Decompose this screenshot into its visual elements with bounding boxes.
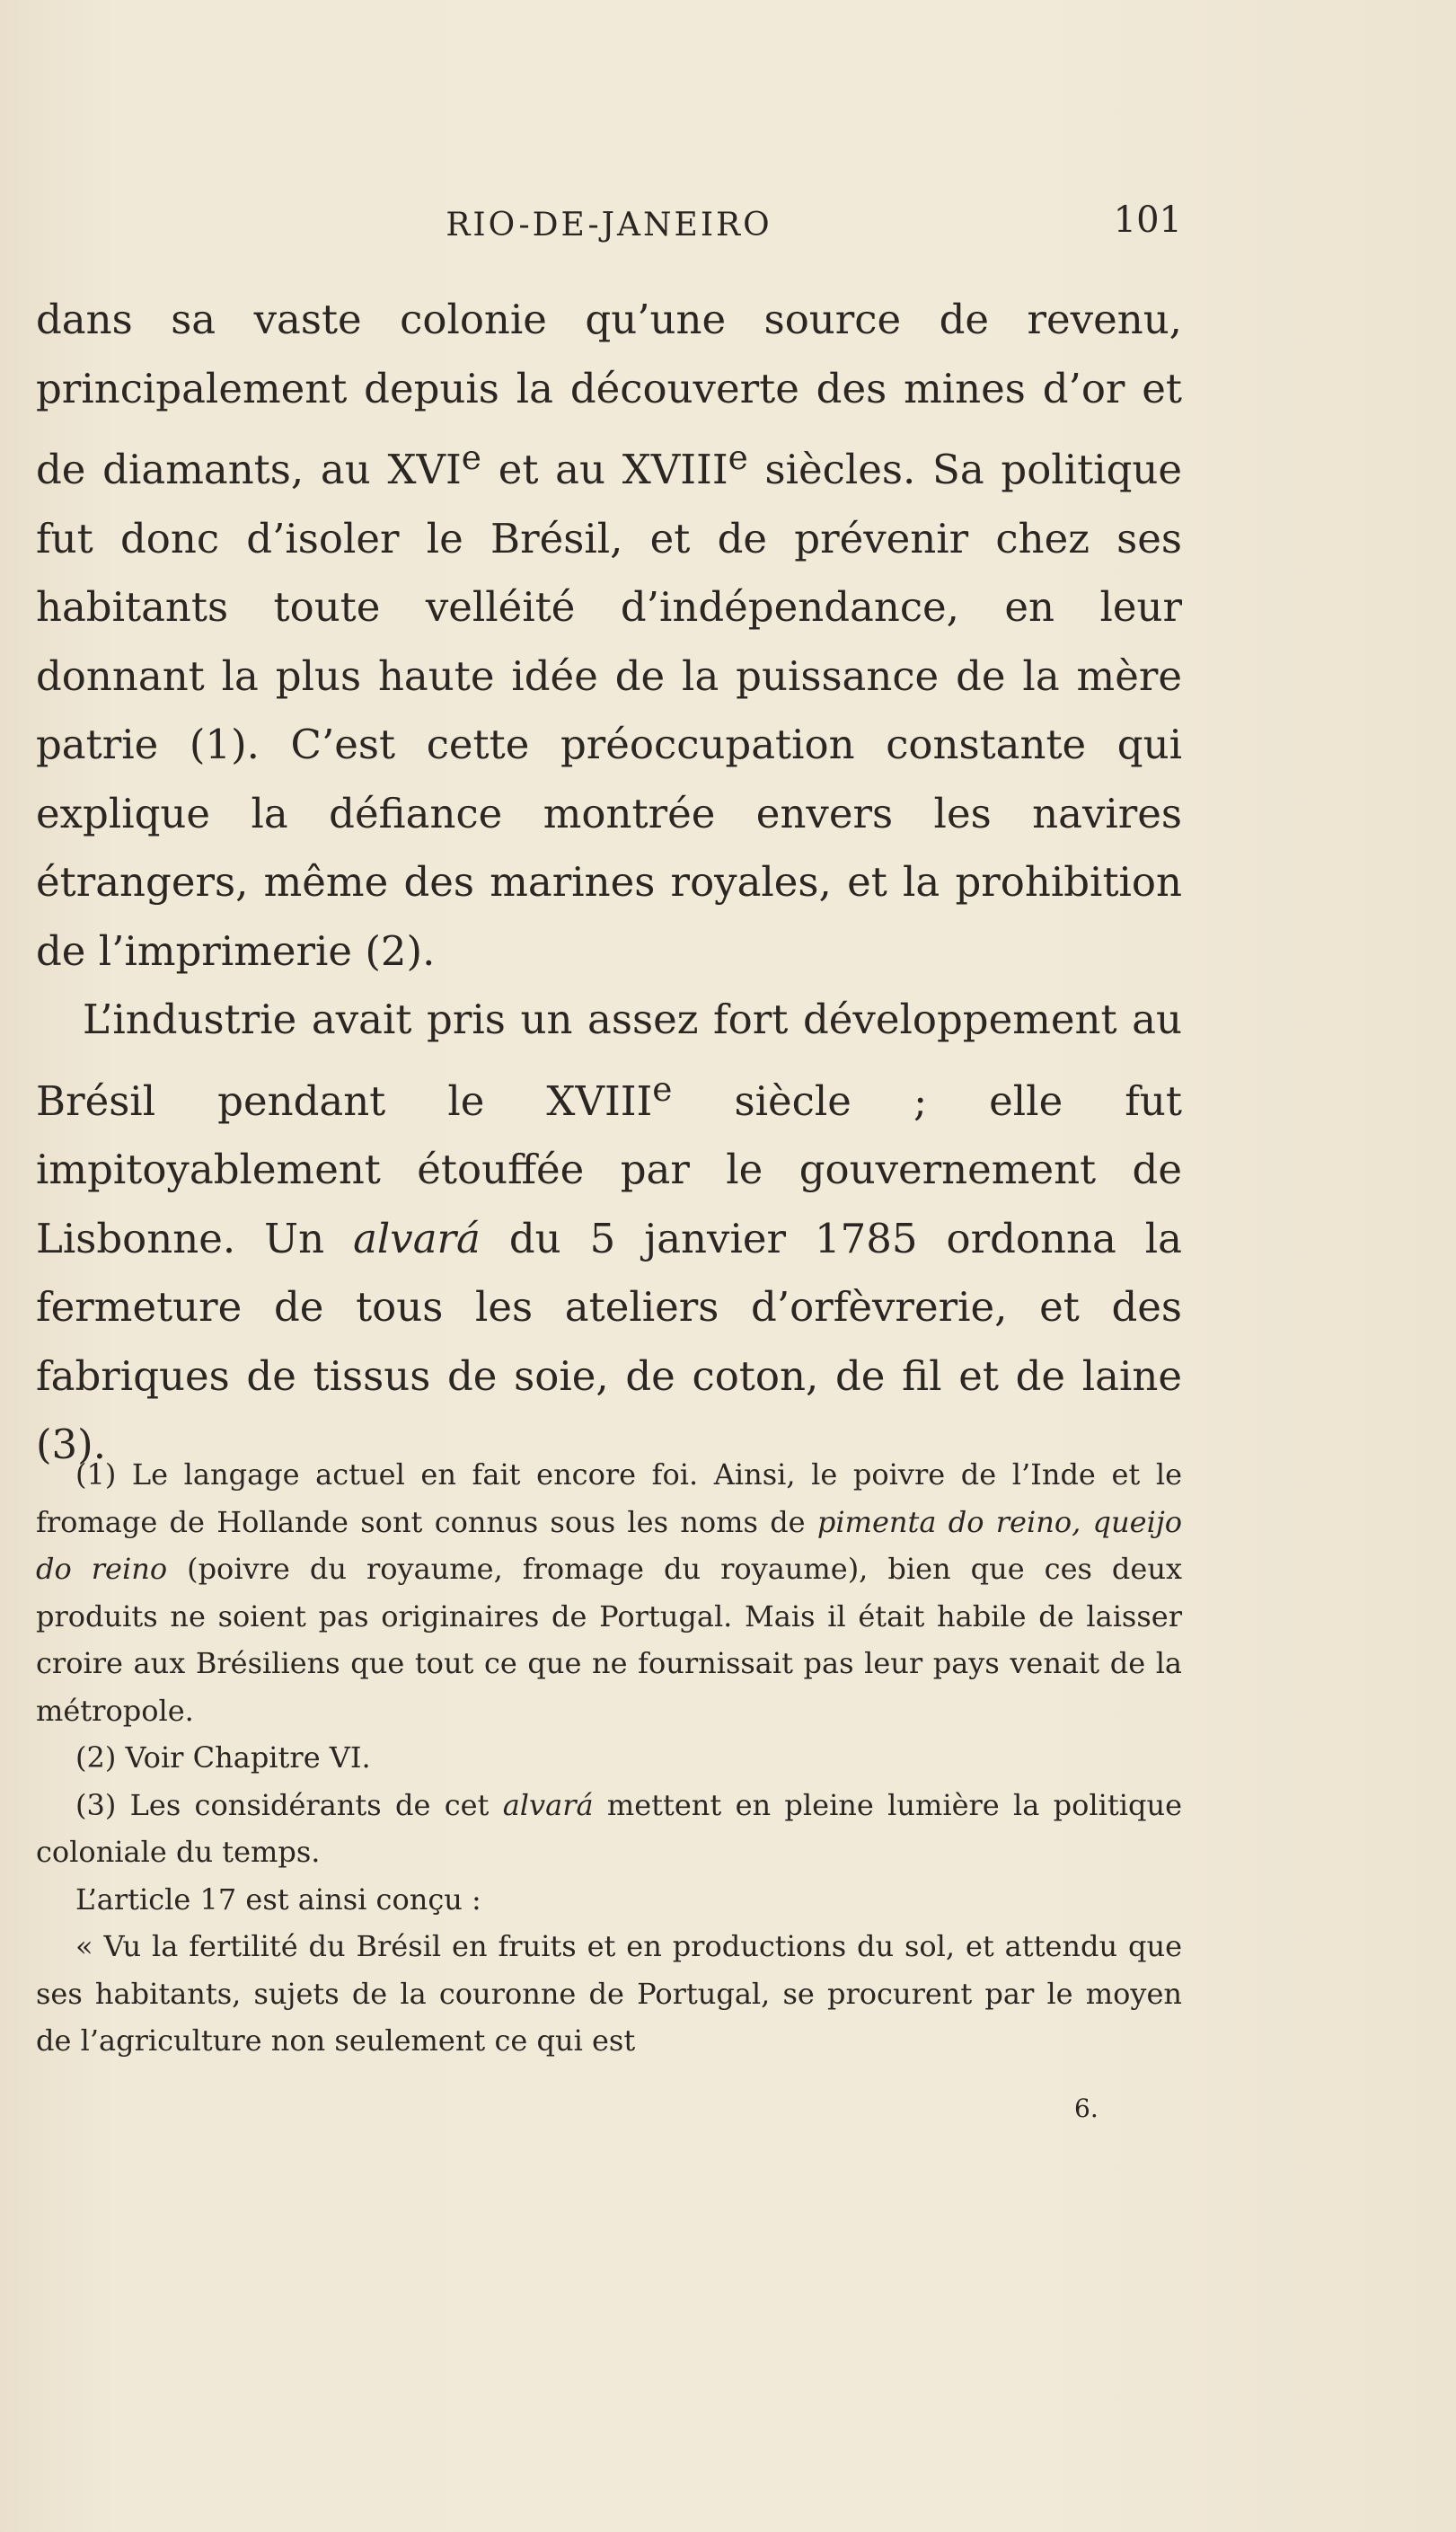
p2-sup-1: e [652,1068,673,1109]
p1-text-3: siècles. Sa politique fut donc d’isoler le Brésil, et de prévenir chez ses habitants toute velléité d’indépendance, en leur donnant la plus haute idée de la puissance de la mère patrie (1). C’est cette préoccupation constante qui explique la défiance montrée envers les navires étrangers, même des marines royales, et la prohibition de l’imprimerie (2). [36,446,1182,975]
footnotes [36,1451,1182,2065]
footnote-2: (2) Voir Chapitre VI. [75,1740,371,1775]
paragraph-1 [36,286,1182,986]
p1-sup-2: e [728,438,748,477]
fn1-text-1: (1) Le langage actuel en fait encore foi. Ainsi, le poivre de l’Inde et le fromage de Hollande sont connus sous les noms de [36,1457,1182,1539]
signature-mark: 6. [1074,2094,1099,2123]
p2-text-3: du 5 janvier 1785 ordonna la fermeture de tous les ateliers d’orfèvrerie, et des fabriques de tissus de soie, de coton, de fil et de laine (3). [36,1214,1182,1468]
footnote-3 [36,1782,1182,1876]
p2-text-2: siècle ; elle fut impitoyablement étouffée par le gouvernement de Lisbonne. Un [36,1076,1182,1262]
p1-sup-1: e [461,438,481,477]
main-text [36,286,1182,1480]
fn1-text-2: (poivre du royaume, fromage du royaume), bien que ces deux produits ne soient pas originaires de Portugal. Mais il était habile de laisser croire aux Brésiliens que tout ce que ne fournissait pas leur pays venait de la métropole. [36,1552,1183,1728]
p1-text-2: et au XVIII [481,446,728,493]
footnote-3-article: L’article 17 est ainsi conçu : [75,1881,481,1917]
paragraph-2 [36,986,1182,1480]
p2-italic-alvara: alvará [353,1214,481,1262]
page-header [36,199,1182,253]
running-title: RIO-DE-JANEIRO [446,207,772,243]
footnote-1 [36,1451,1182,1734]
p2-text-1: L’industrie avait pris un assez fort développement au Brésil pendant le XVIII [36,996,1182,1125]
fn3-italic: alvará [502,1787,594,1822]
p1-text-1: dans sa vaste colonie qu’une source de revenu, principalement depuis la découverte des mines d’or et de diamants, au XVI [36,296,1182,493]
page-number: 101 [1113,199,1182,241]
footnote-3-quote: « Vu la fertilité du Brésil en fruits et en productions du sol, et attendu que ses habitants, sujets de la couronne de Portugal, se procurent par le moyen de l’agriculture non seulement ce qui est [36,1929,1182,2058]
fn3-text-2: mettent en pleine lumière la politique coloniale du temps. [36,1787,1183,1869]
fn3-text-1: (3) Les considérants de cet [75,1787,503,1822]
fn1-italic: pimenta do reino, queijo do reino [36,1504,1183,1586]
